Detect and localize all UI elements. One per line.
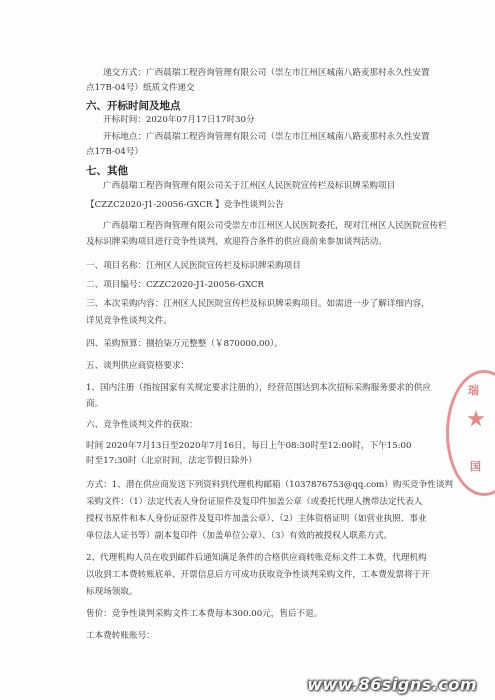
seal-text-bottom: 国 xyxy=(470,460,481,473)
acquire-time-line: 时间 2020年7月13日至2020年7月16日，每日上午08:30时至12:00时，下午15:00 xyxy=(86,441,412,451)
agency-notice-line-3: 标现场领取。 xyxy=(86,587,138,597)
agency-notice-line-1: 2、代理机构人员在收到邮件后通知满足条件的合格供应商转账竞标文件工本费，代理机构 xyxy=(86,553,427,563)
qualification-item-1: 1、国内注册（指按国家有关规定要求注册的），经营范围达到本次招标采购服务要求的供应 xyxy=(86,383,431,393)
procurement-content-cont: 详见竞争性谈判文件。 xyxy=(86,316,172,326)
intro-line-2: 及标识牌采购项目进行竞争性谈判，欢迎符合条件的供应商前来参加谈判活动。 xyxy=(86,237,387,247)
seal-text-top: 瑞 xyxy=(468,384,479,397)
budget-line: 四、采购预算：捌拾柒万元整整（￥870000.00）。 xyxy=(86,339,283,349)
notice-title-line: 广西晨瑞工程咨询管理有限公司关于江州区人民医院宣传栏及标识牌采购项目 xyxy=(103,181,396,191)
account-label: 工本费转账账号： xyxy=(86,631,155,641)
opening-place-line: 开标地点：广西晨瑞工程咨询管理有限公司（崇左市江州区城南八路麦那村永久性安置 xyxy=(103,132,430,142)
opening-time-line: 开标时间：2020年07月17日17时30分 xyxy=(103,115,255,125)
qualification-heading: 五、谈判供应商资格要求： xyxy=(86,361,190,371)
procurement-content-line: 三、本次采购内容：江州区人民医院宣传栏及标识牌采购项目。如需进一步了解详细内容， xyxy=(86,299,430,309)
site-watermark: www.86signs.com xyxy=(307,675,477,694)
intro-line-1: 广西晨瑞工程咨询管理有限公司受崇左市江州区人民医院委托，现对江州区人民医院宣传栏 xyxy=(103,221,447,231)
qualification-item-1-cont: 商。 xyxy=(86,399,104,409)
document-acquire-heading: 六、竞争性谈判文件的获取： xyxy=(86,420,198,430)
project-code-line: 二、项目编号：CZZC2020-J1-20056-GXCR xyxy=(86,280,264,290)
section-heading-6: 六、开标时间及地点 xyxy=(86,100,181,112)
agency-notice-line-2: 以收到工本费转账底单、开票信息后方可成功获取竞争性谈判采购文件，工本费发票将于开 xyxy=(86,570,430,580)
notice-subtitle: 【CZZC2020-J1-20056-GXCR 】竞争性谈判公告 xyxy=(86,200,284,210)
acquire-method-line-2: 采购文件：（1）法定代表人身份证原件及复印件加盖公章（或委托代理人携带法定代表人 xyxy=(86,497,423,507)
delivery-method-cont: 点17B-04号）纸质文件递交 xyxy=(86,83,195,93)
price-line: 售价：竞争性谈判采购文件工本费每本300.00元，售后不退。 xyxy=(86,609,323,619)
acquire-method-line-3: 授权书原件和本人身份证原件及复印件加盖公章）、（2）主体资格证明（如营业执照、事业 xyxy=(86,514,427,524)
delivery-method-line: 递交方式：广西晨瑞工程咨询管理有限公司（崇左市江州区城南八路麦那村永久性安置 xyxy=(103,68,430,78)
opening-place-cont: 点17B-04号） xyxy=(86,147,144,157)
section-heading-7: 七、其他 xyxy=(86,165,128,177)
acquire-method-line-4: 单位法人证书等）副本复印件（加盖单位公章）、（3）有效的被授权人联系方式。 xyxy=(86,531,393,541)
project-name-line: 一、项目名称：江州区人民医院宣传栏及标识牌采购项目 xyxy=(86,261,301,271)
acquire-method-line-1: 方式：1、潜在供应商发送下列资料到代理机构邮箱（1037876753@qq.com）购买竞争性谈判 xyxy=(86,480,454,490)
acquire-time-cont: 时至17:30时（北京时间，法定节假日除外） xyxy=(86,456,257,466)
